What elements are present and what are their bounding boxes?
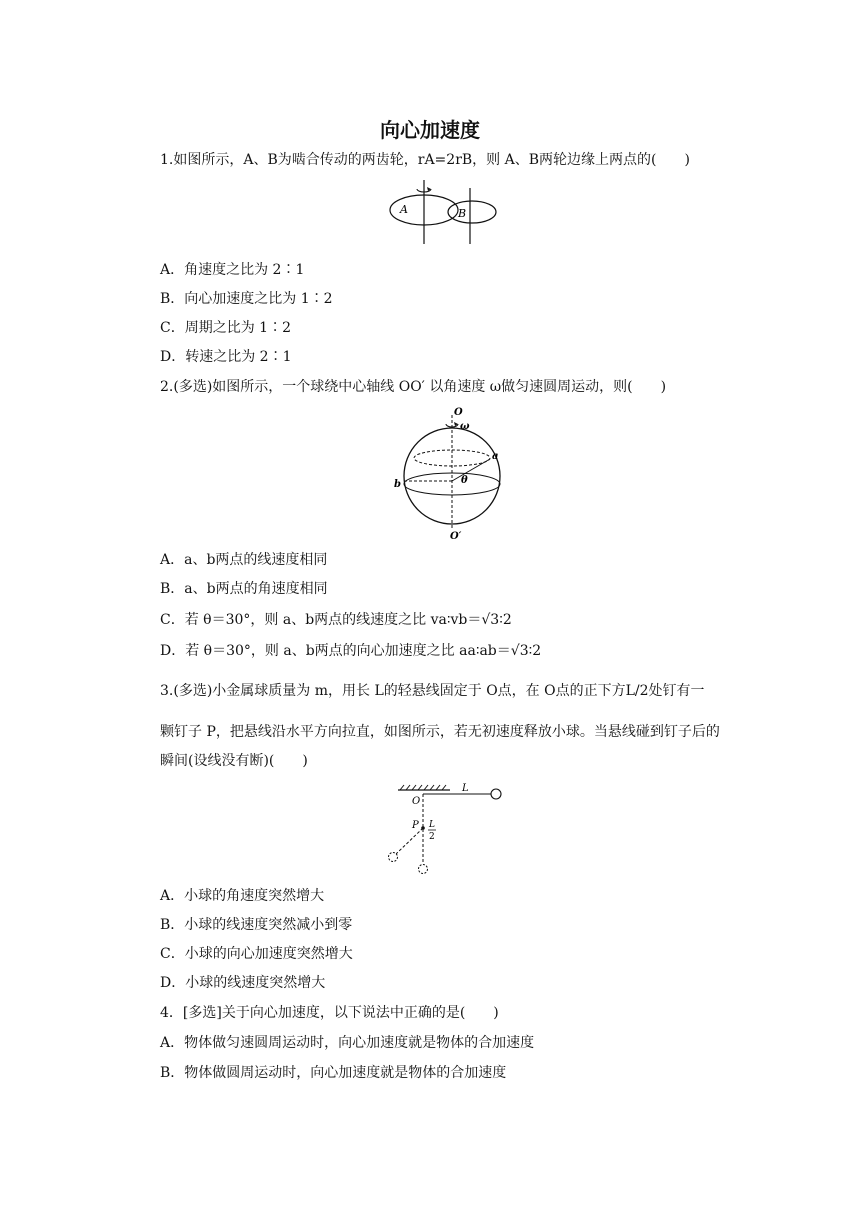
gear-diagram [386, 180, 506, 250]
gear-label-b: B [458, 207, 467, 220]
question-3-stem-line-3: 瞬间(设线没有断)( ) [160, 753, 308, 769]
pendulum-label-p: P [412, 820, 419, 831]
sphere-label-a: a [492, 451, 499, 462]
pendulum-diagram [384, 782, 514, 878]
pendulum-label-half-l-numerator: L [429, 820, 435, 830]
q3-option-c: C．小球的向心加速度突然增大 [160, 946, 353, 962]
sphere-label-b: b [394, 479, 401, 490]
q2-option-c: C．若 θ＝30°，则 a、b两点的线速度之比 va∶vb＝√3∶2 [160, 612, 512, 628]
sphere-label-omega: ω [460, 421, 470, 432]
question-2-stem: 2.(多选)如图所示，一个球绕中心轴线 OO′ 以角速度 ω做匀速圆周运动，则( ) [160, 379, 667, 395]
q3-option-b: B．小球的线速度突然减小到零 [160, 917, 353, 933]
pendulum-label-half-l-denominator: 2 [429, 832, 435, 842]
sphere-label-o: O [454, 407, 463, 418]
question-1-stem: 1.如图所示，A、B为啮合传动的两齿轮，rA=2rB，则 A、B两轮边缘上两点的( ) [160, 152, 690, 168]
q4-option-a: A．物体做匀速圆周运动时，向心加速度就是物体的合加速度 [160, 1035, 535, 1051]
sphere-diagram [390, 405, 510, 545]
question-3-stem-line-1: 3.(多选)小金属球质量为 m，用长 L的轻悬线固定于 O点，在 O点的正下方L/2处钉有一 [160, 683, 705, 699]
q2-option-b: B．a、b两点的角速度相同 [160, 581, 328, 597]
q2-option-d: D．若 θ＝30°，则 a、b两点的向心加速度之比 aa∶ab＝√3∶2 [160, 643, 542, 659]
q4-option-b: B．物体做圆周运动时，向心加速度就是物体的合加速度 [160, 1065, 507, 1081]
q1-option-b: B．向心加速度之比为 1∶2 [160, 291, 333, 307]
q2-option-a: A．a、b两点的线速度相同 [160, 552, 328, 568]
pendulum-label-o: O [412, 796, 421, 807]
question-3-stem-line-2: 颗钉子 P，把悬线沿水平方向拉直，如图所示，若无初速度释放小球。当悬线碰到钉子后的 [160, 724, 720, 740]
q1-option-c: C．周期之比为 1∶2 [160, 320, 291, 336]
question-4-stem: 4．[多选]关于向心加速度，以下说法中正确的是( ) [160, 1005, 499, 1021]
q3-option-d: D．小球的线速度突然增大 [160, 975, 326, 991]
q1-option-d: D．转速之比为 2∶1 [160, 349, 292, 365]
pendulum-label-l: L [462, 783, 469, 794]
page-title: 向心加速度 [380, 118, 480, 142]
q3-option-a: A．小球的角速度突然增大 [160, 888, 325, 904]
gear-label-a: A [400, 203, 408, 216]
q1-option-a: A．角速度之比为 2∶1 [160, 262, 305, 278]
sphere-label-theta: θ [461, 475, 468, 486]
sphere-label-o-prime: O′ [450, 531, 462, 542]
